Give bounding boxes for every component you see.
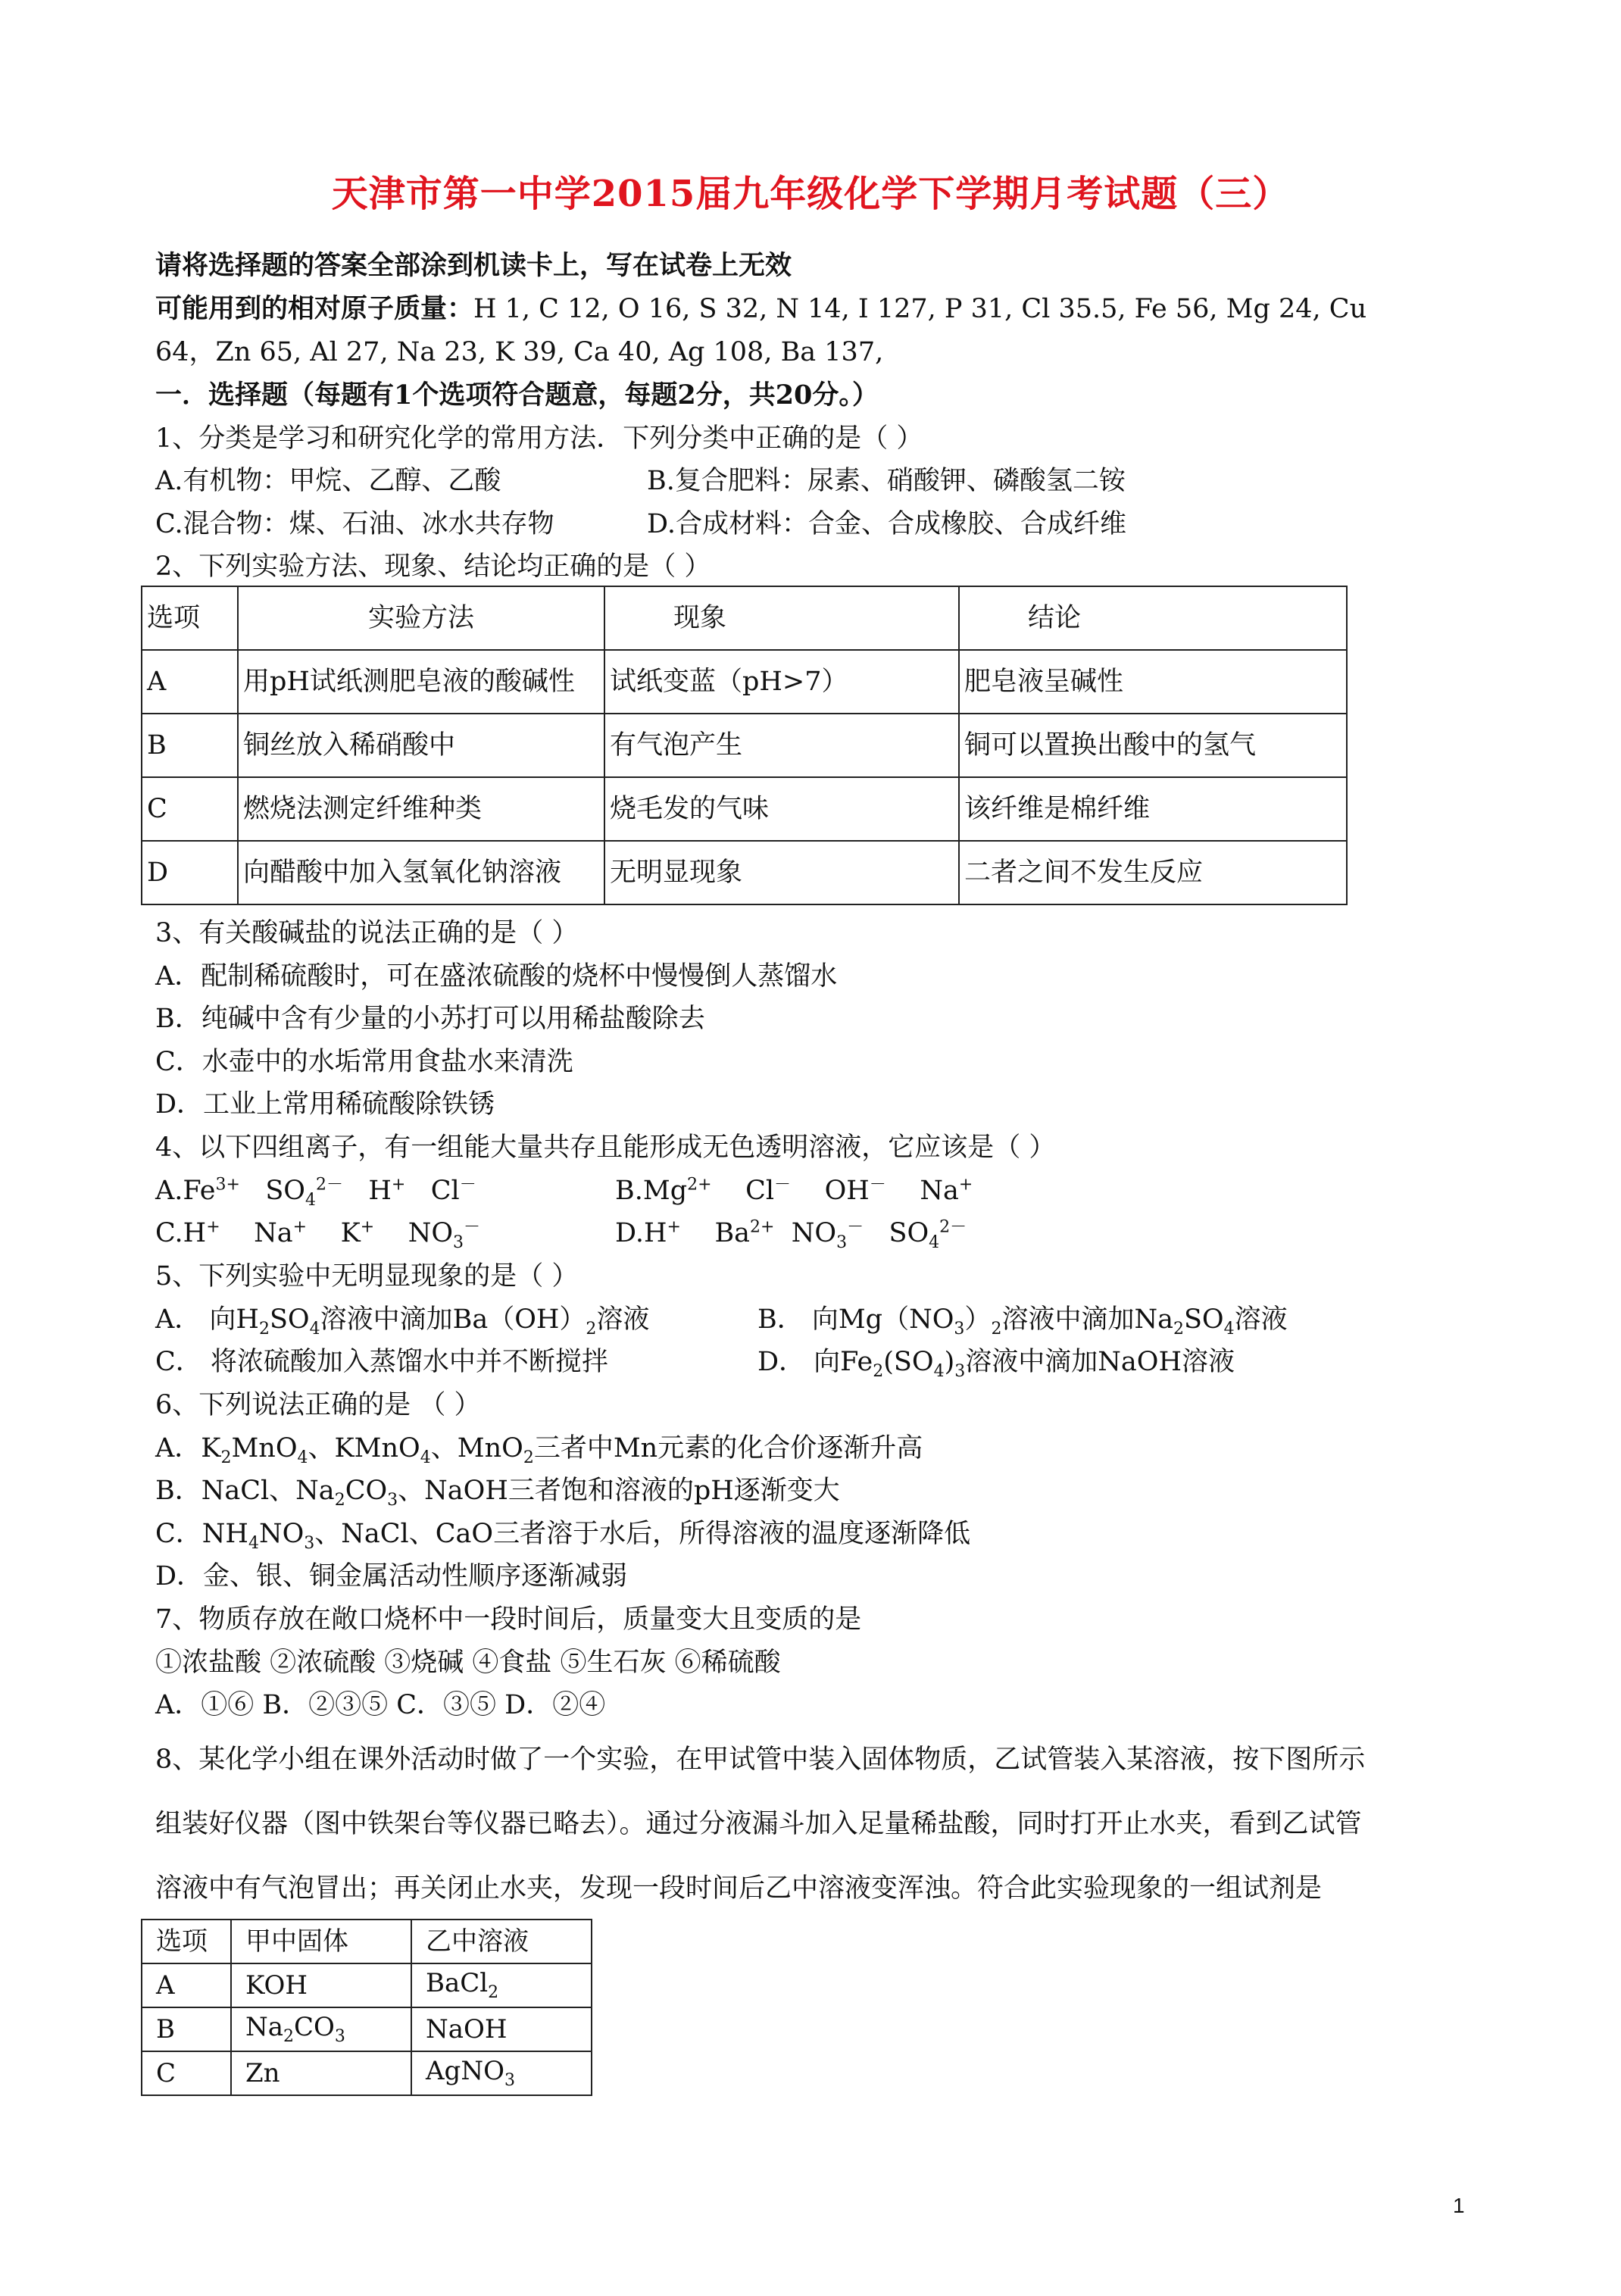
text-part: C．NH bbox=[155, 1519, 248, 1549]
atomic-mass-line-2: 64，Zn 65, Al 27, Na 23, K 39, Ca 40, Ag 108, Ba 137, bbox=[155, 337, 884, 367]
subscript: 2 bbox=[991, 1320, 1002, 1339]
text-part: B． 向Mg（NO bbox=[757, 1304, 954, 1335]
q4-option-d bbox=[615, 1217, 967, 1253]
text-part: 溶液中滴加NaOH溶液 bbox=[965, 1347, 1235, 1377]
text-part: 三者中Mn元素的化合价逐渐升高 bbox=[533, 1433, 923, 1464]
table-cell: 烧毛发的气味 bbox=[604, 777, 959, 841]
ion: Fe bbox=[183, 1176, 216, 1206]
table-header: 乙中溶液 bbox=[411, 1920, 592, 1963]
subscript: 3 bbox=[453, 1233, 464, 1252]
ion: H bbox=[183, 1218, 207, 1248]
table-row bbox=[142, 2007, 592, 2051]
q5-option-b bbox=[757, 1304, 1288, 1339]
q8-stem-line-3: 溶液中有气泡冒出；再关闭止水夹，发现一段时间后乙中溶液变浑浊。符合此实验现象的一组试剂是 bbox=[155, 1873, 1323, 1904]
text-part: SO bbox=[269, 1304, 310, 1335]
q6-option-a bbox=[155, 1432, 923, 1468]
text-part: NO bbox=[258, 1519, 305, 1549]
page-number: 1 bbox=[1453, 2194, 1465, 2217]
charge: － bbox=[774, 1175, 792, 1195]
charge: 2－ bbox=[316, 1175, 343, 1195]
table-cell: D bbox=[142, 841, 238, 904]
text-part: 、KMnO bbox=[308, 1433, 420, 1464]
text-part: 、NaCl、CaO三者溶于水后，所得溶液的温度逐渐降低 bbox=[314, 1519, 971, 1549]
table-row bbox=[142, 1963, 592, 2007]
table-cell: NaOH bbox=[411, 2007, 592, 2051]
q4-option-b bbox=[615, 1175, 973, 1207]
subscript: 4 bbox=[305, 1191, 316, 1210]
text-part: (SO bbox=[883, 1347, 934, 1377]
subscript: 4 bbox=[420, 1448, 431, 1467]
table-header: 现象 bbox=[604, 586, 959, 650]
table-row bbox=[142, 777, 1347, 841]
subscript: 2 bbox=[258, 1320, 270, 1339]
q2-stem: 2、下列实验方法、现象、结论均正确的是（ ） bbox=[155, 551, 711, 582]
q8-stem-line-1: 8、某化学小组在课外活动时做了一个实验，在甲试管中装入固体物质，乙试管装入某溶液，按下图所示 bbox=[155, 1745, 1366, 1775]
subscript: 2 bbox=[1173, 1320, 1184, 1339]
table-cell: 有气泡产生 bbox=[604, 714, 959, 777]
table-cell: 铜可以置换出酸中的氢气 bbox=[959, 714, 1347, 777]
charge: + bbox=[206, 1217, 220, 1237]
subscript: 4 bbox=[297, 1448, 308, 1467]
q4-stem: 4、以下四组离子，有一组能大量共存且能形成无色透明溶液，它应该是（ ） bbox=[155, 1132, 1056, 1163]
text-part: ） bbox=[964, 1304, 992, 1335]
table-cell: 铜丝放入稀硝酸中 bbox=[238, 714, 604, 777]
option-label: B. bbox=[615, 1176, 643, 1206]
charge: + bbox=[391, 1175, 406, 1195]
subscript: 4 bbox=[1223, 1320, 1235, 1339]
table-cell: C bbox=[142, 2051, 231, 2095]
charge: + bbox=[958, 1175, 973, 1195]
table-cell: 二者之间不发生反应 bbox=[959, 841, 1347, 904]
option-label: C. bbox=[155, 1218, 183, 1248]
ion: Mg bbox=[642, 1176, 688, 1206]
q3-option-c: C．水壶中的水垢常用食盐水来清洗 bbox=[155, 1047, 573, 1077]
table-cell: 试纸变蓝（pH>7） bbox=[604, 650, 959, 714]
q5-option-c: C． 将浓硫酸加入蒸馏水中并不断搅拌 bbox=[155, 1347, 608, 1377]
text-part: 、MnO bbox=[430, 1433, 523, 1464]
ion: K bbox=[340, 1218, 361, 1248]
table-header-row bbox=[142, 586, 1347, 650]
text-part: 溶液中滴加Na bbox=[1001, 1304, 1173, 1335]
q5-option-a bbox=[155, 1304, 649, 1339]
table-cell: 燃烧法测定纤维种类 bbox=[238, 777, 604, 841]
q8-stem-line-2: 组装好仪器（图中铁架台等仪器已略去）。通过分液漏斗加入足量稀盐酸，同时打开止水夹，看到乙试管 bbox=[155, 1809, 1362, 1839]
formula: Na bbox=[245, 2011, 284, 2042]
ion: Cl bbox=[745, 1176, 775, 1206]
ion: NO bbox=[408, 1218, 454, 1248]
table-cell: 无明显现象 bbox=[604, 841, 959, 904]
table-cell: C bbox=[142, 777, 238, 841]
q3-option-b: B．纯碱中含有少量的小苏打可以用稀盐酸除去 bbox=[155, 1004, 705, 1034]
subscript: 3 bbox=[954, 1362, 966, 1381]
subscript: 2 bbox=[488, 1982, 499, 2002]
page-title: 天津市第一中学2015届九年级化学下学期月考试题（三） bbox=[331, 173, 1290, 215]
charge: － bbox=[459, 1175, 476, 1195]
subscript: 2 bbox=[334, 1491, 345, 1510]
text-part: D． 向Fe bbox=[757, 1347, 873, 1377]
ion: SO bbox=[265, 1176, 305, 1206]
table-cell: B bbox=[142, 2007, 231, 2051]
subscript: 2 bbox=[220, 1448, 232, 1467]
text-part: SO bbox=[1183, 1304, 1224, 1335]
q7-items: ①浓盐酸 ②浓硫酸 ③烧碱 ④食盐 ⑤生石灰 ⑥稀硫酸 bbox=[155, 1648, 781, 1678]
subscript: 4 bbox=[933, 1362, 945, 1381]
instruction-answer-sheet: 请将选择题的答案全部涂到机读卡上，写在试卷上无效 bbox=[155, 250, 792, 281]
text-part: B．NaCl、Na bbox=[155, 1476, 335, 1506]
charge: + bbox=[360, 1217, 375, 1237]
subscript: 3 bbox=[387, 1491, 398, 1510]
charge: 2－ bbox=[939, 1217, 967, 1237]
q7-stem: 7、物质存放在敞口烧杯中一段时间后，质量变大且变质的是 bbox=[155, 1604, 862, 1635]
table-cell: A bbox=[142, 650, 238, 714]
table-cell: Zn bbox=[231, 2051, 411, 2095]
text-part: 、NaOH三者饱和溶液的pH逐渐变大 bbox=[398, 1476, 840, 1506]
text-part: A． 向H bbox=[155, 1304, 259, 1335]
atomic-mass-values-1: H 1, C 12, O 16, S 32, N 14, I 127, P 31, Cl 35.5, Fe 56, Mg 24, Cu bbox=[473, 294, 1367, 324]
table-cell: 该纤维是棉纤维 bbox=[959, 777, 1347, 841]
q4-option-a bbox=[155, 1175, 476, 1210]
table-cell bbox=[411, 2051, 592, 2095]
subscript: 3 bbox=[504, 2070, 515, 2090]
table-row bbox=[142, 714, 1347, 777]
q6-option-b bbox=[155, 1475, 840, 1510]
subscript: 2 bbox=[586, 1320, 597, 1339]
table-cell: KOH bbox=[231, 1963, 411, 2007]
subscript: 3 bbox=[304, 1534, 315, 1553]
option-label: D. bbox=[615, 1218, 644, 1248]
table-cell bbox=[411, 1963, 592, 2007]
q2-table bbox=[141, 586, 1348, 905]
table-header-row bbox=[142, 1920, 592, 1963]
table-cell: 肥皂液呈碱性 bbox=[959, 650, 1347, 714]
formula: AgNO bbox=[426, 2055, 504, 2086]
table-row bbox=[142, 2051, 592, 2095]
q1-option-b: B.复合肥料：尿素、硝酸钾、磷酸氢二铵 bbox=[647, 466, 1126, 496]
q3-stem: 3、有关酸碱盐的说法正确的是（ ） bbox=[155, 918, 579, 948]
table-cell: B bbox=[142, 714, 238, 777]
q1-stem: 1、分类是学习和研究化学的常用方法．下列分类中正确的是（ ） bbox=[155, 423, 923, 454]
subscript: 4 bbox=[309, 1320, 320, 1339]
text-part: 溶液中滴加Ba（OH） bbox=[320, 1304, 586, 1335]
table-cell: 向醋酸中加入氢氧化钠溶液 bbox=[238, 841, 604, 904]
charge: + bbox=[667, 1217, 681, 1237]
ion: H bbox=[368, 1176, 392, 1206]
table-cell: 用pH试纸测肥皂液的酸碱性 bbox=[238, 650, 604, 714]
subscript: 3 bbox=[954, 1320, 965, 1339]
table-header: 甲中固体 bbox=[231, 1920, 411, 1963]
subscript: 2 bbox=[283, 2026, 295, 2046]
table-header: 实验方法 bbox=[238, 586, 604, 650]
option-label: A. bbox=[155, 1176, 183, 1206]
text-part: ) bbox=[944, 1347, 955, 1377]
charge: － bbox=[869, 1175, 886, 1195]
charge: + bbox=[292, 1217, 308, 1237]
charge: 2+ bbox=[750, 1217, 775, 1237]
q6-option-c bbox=[155, 1518, 970, 1554]
subscript: 3 bbox=[836, 1233, 848, 1252]
q6-stem: 6、下列说法正确的是 （ ） bbox=[155, 1390, 481, 1420]
subscript: 3 bbox=[334, 2026, 345, 2046]
atomic-mass-line-1 bbox=[155, 293, 1366, 325]
table-header: 选项 bbox=[142, 1920, 231, 1963]
q1-option-d: D.合成材料：合金、合成橡胶、合成纤维 bbox=[647, 509, 1126, 539]
ion: OH bbox=[824, 1176, 870, 1206]
q5-option-d bbox=[757, 1346, 1235, 1382]
charge: 2+ bbox=[687, 1175, 712, 1195]
charge: 3+ bbox=[215, 1175, 240, 1195]
text-part: MnO bbox=[231, 1433, 298, 1464]
ion: SO bbox=[889, 1218, 929, 1248]
subscript: 4 bbox=[929, 1233, 940, 1252]
ion: Na bbox=[254, 1218, 293, 1248]
text-part: A．K bbox=[155, 1433, 221, 1464]
ion: Cl bbox=[430, 1176, 460, 1206]
text-part: 溶液 bbox=[1234, 1304, 1288, 1335]
table-row bbox=[142, 650, 1347, 714]
table-row bbox=[142, 841, 1347, 904]
table-header: 选项 bbox=[142, 586, 238, 650]
subscript: 2 bbox=[523, 1448, 534, 1467]
ion: NO bbox=[791, 1218, 837, 1248]
section-heading: 一．选择题（每题有1个选项符合题意，每题2分，共20分。） bbox=[155, 380, 879, 411]
q6-option-d: D．金、银、铜金属活动性顺序逐渐减弱 bbox=[155, 1561, 628, 1592]
formula: CO bbox=[294, 2011, 335, 2042]
subscript: 2 bbox=[873, 1362, 884, 1381]
q3-option-d: D．工业上常用稀硫酸除铁锈 bbox=[155, 1089, 495, 1120]
table-cell bbox=[231, 2007, 411, 2051]
q1-option-a: A.有机物：甲烷、乙醇、乙酸 bbox=[155, 466, 501, 496]
atomic-mass-label: 可能用到的相对原子质量： bbox=[155, 293, 474, 324]
text-part: 溶液 bbox=[596, 1304, 650, 1335]
ion: Na bbox=[920, 1176, 959, 1206]
q7-options: A．①⑥ B．②③⑤ C．③⑤ D．②④ bbox=[155, 1690, 606, 1720]
q5-stem: 5、下列实验中无明显现象的是（ ） bbox=[155, 1261, 579, 1292]
q1-option-c: C.混合物：煤、石油、冰水共存物 bbox=[155, 509, 554, 539]
table-header: 结论 bbox=[959, 586, 1347, 650]
subscript: 4 bbox=[248, 1534, 259, 1553]
charge: － bbox=[464, 1217, 481, 1237]
ion: Ba bbox=[714, 1218, 751, 1248]
charge: － bbox=[847, 1217, 864, 1237]
q4-option-c bbox=[155, 1217, 480, 1253]
table-cell: A bbox=[142, 1963, 231, 2007]
ion: H bbox=[643, 1218, 667, 1248]
formula: BaCl bbox=[426, 1967, 489, 1998]
q3-option-a: A．配制稀硫酸时，可在盛浓硫酸的烧杯中慢慢倒人蒸馏水 bbox=[155, 961, 838, 992]
q8-table bbox=[141, 1919, 592, 2096]
text-part: CO bbox=[345, 1476, 388, 1506]
